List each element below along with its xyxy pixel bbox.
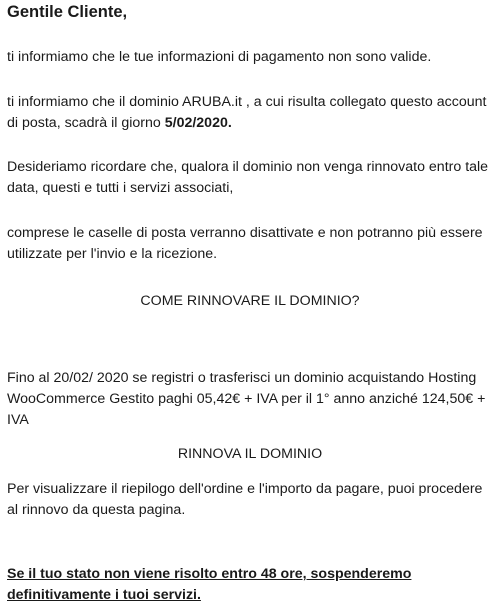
renew-domain-link[interactable]: RINNOVA IL DOMINIO <box>177 446 323 462</box>
greeting-heading: Gentile Cliente, <box>7 3 128 21</box>
domain-expiry-text: ti informiamo che il dominio ARUBA.it , a cui risulta collegato questo account di posta, scadrà il giorno <box>7 94 487 131</box>
domain-expiry-paragraph <box>7 92 493 134</box>
payment-invalid-paragraph: ti informiamo che le tue informazioni di pagamento non sono valide. <box>7 49 432 65</box>
hosting-offer-paragraph: Fino al 20/02/ 2020 se registri o trasferisci un dominio acquistando Hosting WooCommerce Gestito paghi 05,42€ + IVA per il 1° anno anziché 124,50€ + IVA <box>7 370 486 428</box>
order-summary-paragraph: Per visualizzare il riepilogo dell'ordine e l'importo da pagare, puoi procedere al rinnovo da questa pagina. <box>7 481 483 518</box>
deactivation-warning-paragraph: Desideriamo ricordare che, qualora il dominio non venga rinnovato entro tale data, questi e tutti i servizi associati, <box>7 159 489 196</box>
suspension-warning: Se il tuo stato non viene risolto entro 48 ore, sospenderemo definitivamente i tuoi servizi. <box>7 566 412 603</box>
how-to-renew-heading: COME RINNOVARE IL DOMINIO? <box>140 293 360 309</box>
expiry-date: 5/02/2020. <box>164 115 232 131</box>
mailbox-deactivation-paragraph: comprese le caselle di posta verranno disattivate e non potranno più essere utilizzate per l'invio e la ricezione. <box>7 225 483 262</box>
